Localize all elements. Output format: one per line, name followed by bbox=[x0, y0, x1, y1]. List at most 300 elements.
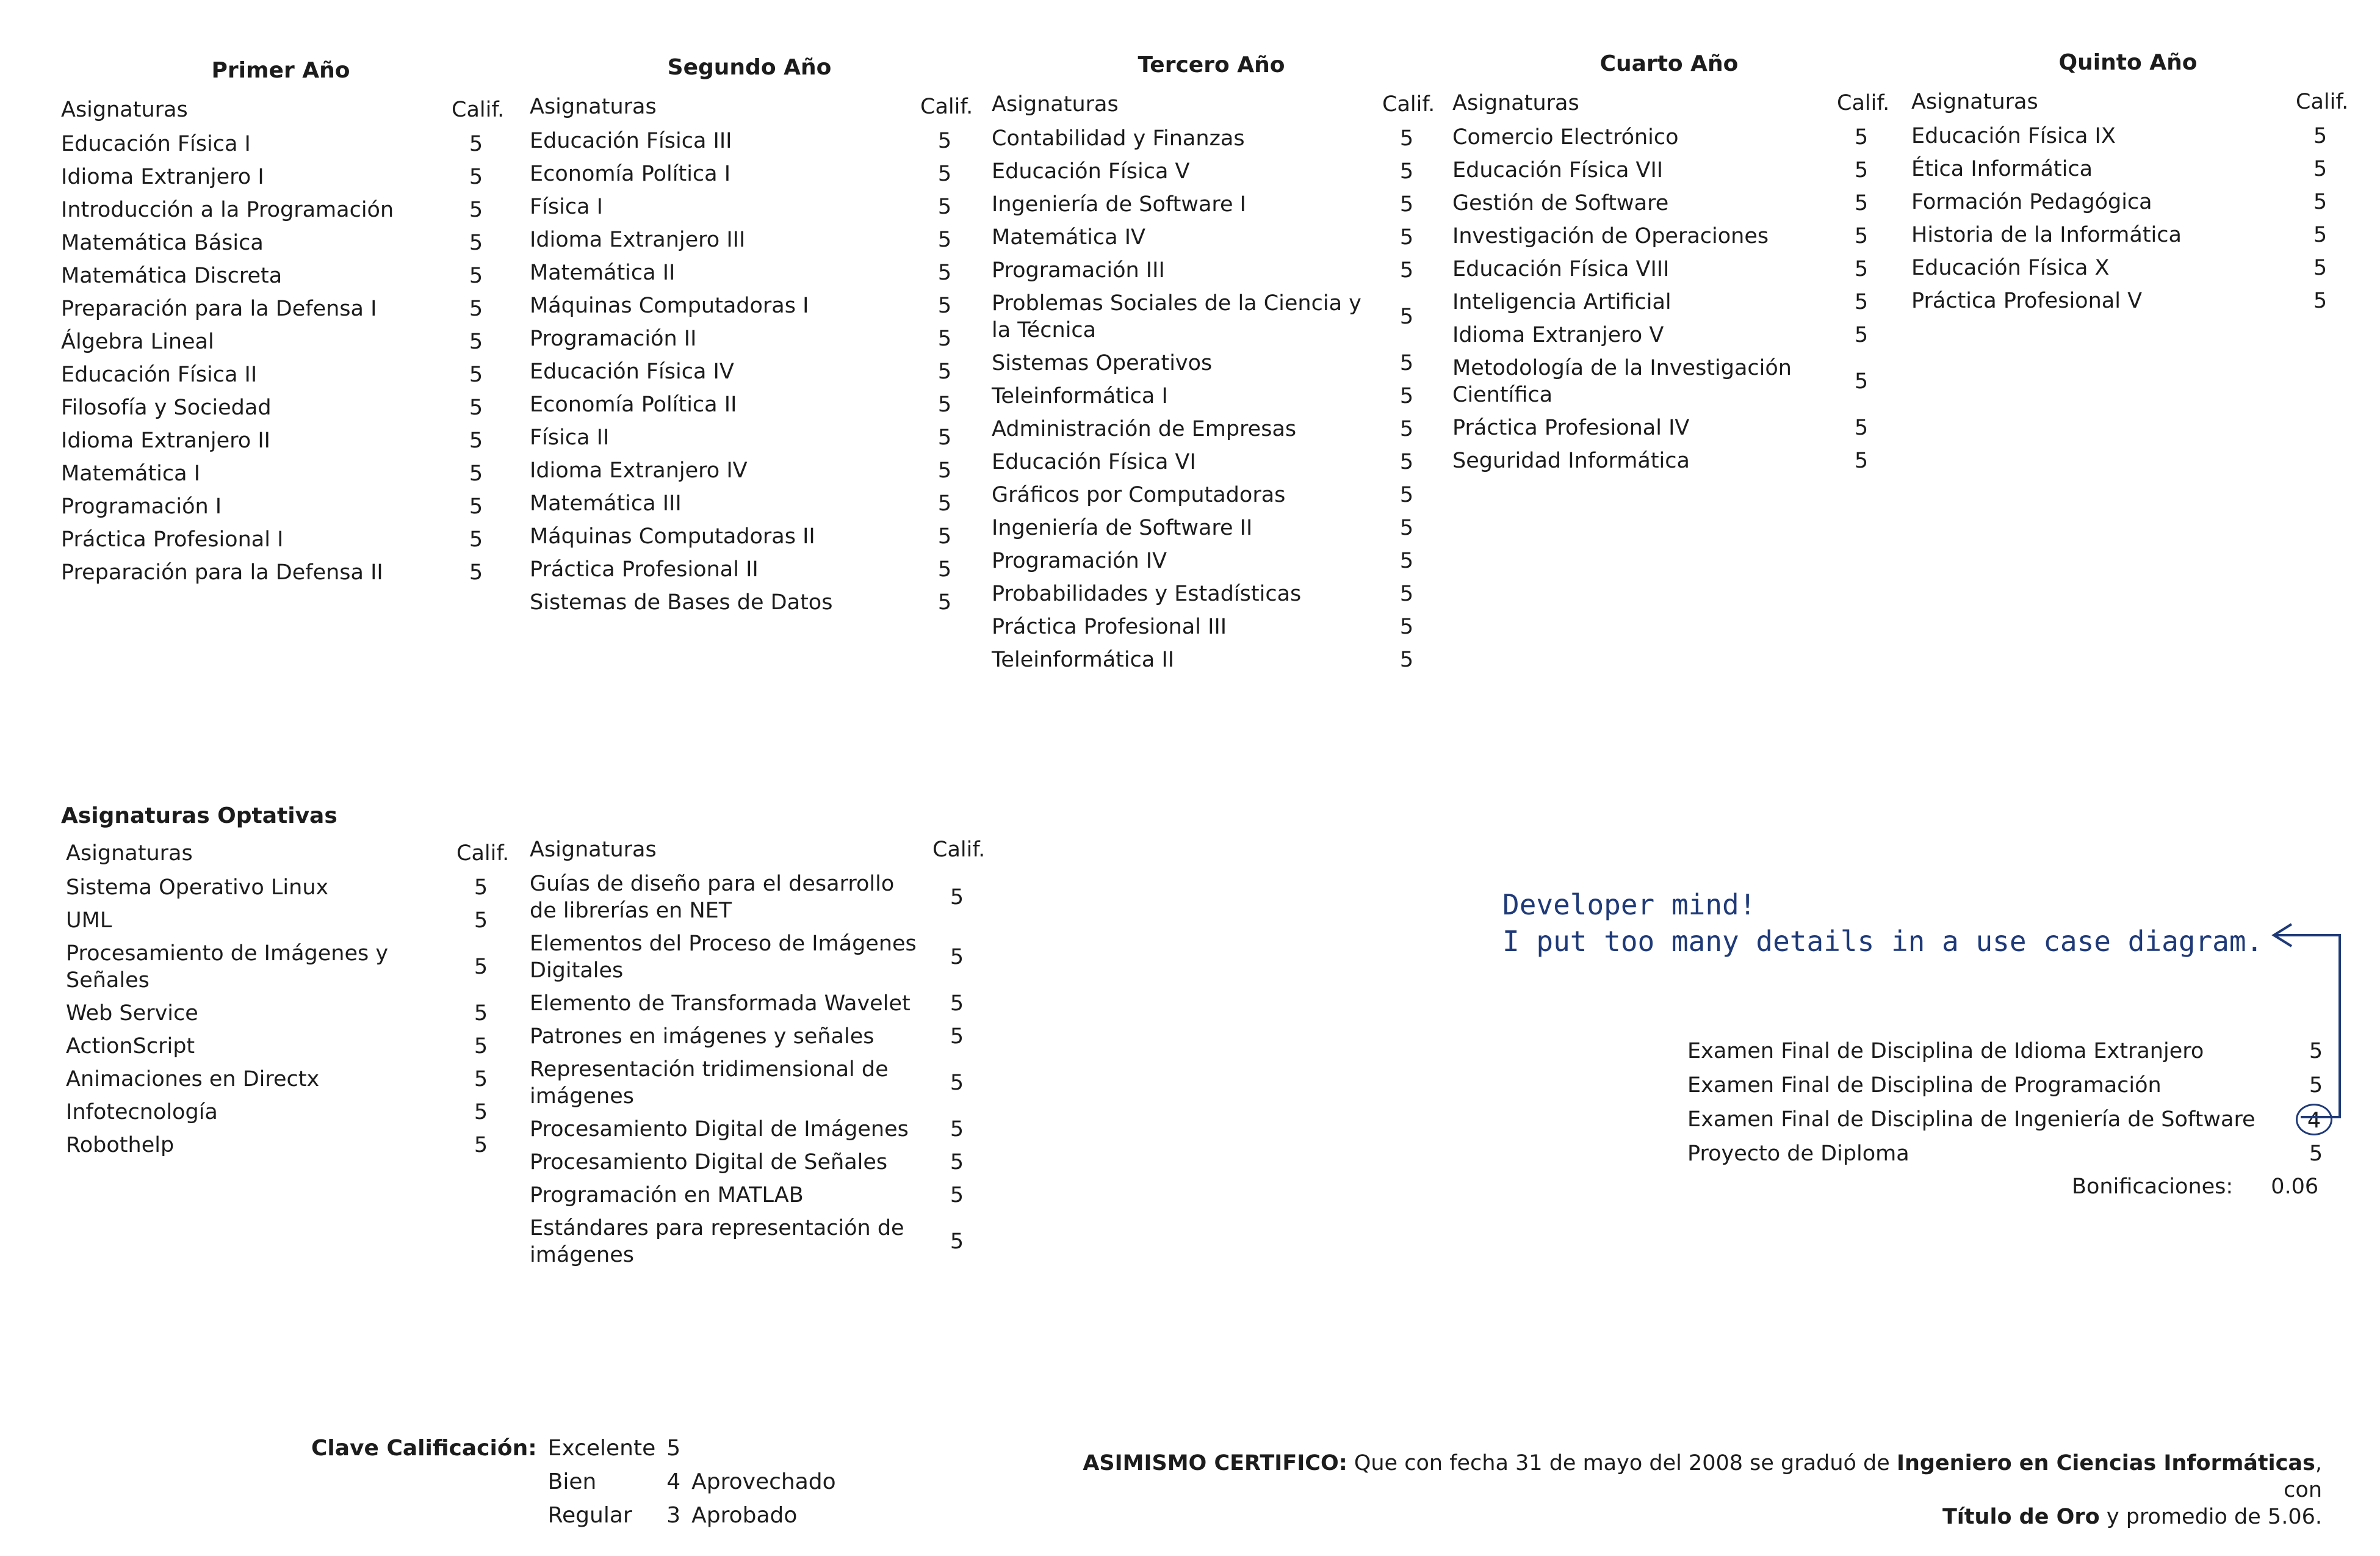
subject-name: Educación Física III bbox=[530, 129, 732, 153]
key-grade-value: 4 bbox=[666, 1469, 681, 1494]
subject-row bbox=[1911, 123, 2345, 150]
subject-grade: 5 bbox=[937, 261, 952, 285]
subject-row bbox=[61, 526, 500, 553]
subject-name: Problemas Sociales de la Ciencia y la Técnica bbox=[992, 291, 1361, 342]
subject-name: Sistemas de Bases de Datos bbox=[530, 590, 833, 615]
key-grade-value: 5 bbox=[666, 1436, 681, 1461]
subject-name: Educación Física V bbox=[992, 159, 1190, 184]
key-grade-desc: Aprobado bbox=[691, 1503, 798, 1528]
subject-grade: 5 bbox=[1854, 158, 1869, 183]
subject-row bbox=[61, 361, 500, 388]
subject-row bbox=[66, 907, 505, 934]
year-column-1 bbox=[61, 58, 505, 592]
subject-name: Práctica Profesional IV bbox=[1452, 416, 1690, 440]
subject-grade: 5 bbox=[469, 396, 483, 420]
subject-name: Guías de diseño para el desarrollo de librerías en NET bbox=[530, 872, 895, 923]
subject-name: Investigación de Operaciones bbox=[1452, 224, 1769, 248]
subject-row bbox=[1452, 355, 1886, 408]
subject-name: Sistema Operativo Linux bbox=[66, 875, 329, 900]
subject-name: Economía Política II bbox=[530, 393, 737, 417]
column-header-grade: Calif. bbox=[932, 838, 986, 862]
cert-text-2: , con bbox=[2284, 1451, 2322, 1502]
subject-grade: 5 bbox=[469, 363, 483, 387]
subject-name: ActionScript bbox=[66, 1034, 195, 1058]
subject-name: Representación tridimensional de imágenes bbox=[530, 1057, 889, 1109]
subject-name: Inteligencia Artificial bbox=[1452, 290, 1671, 314]
subject-name: Idioma Extranjero III bbox=[530, 228, 746, 252]
subject-grade: 5 bbox=[474, 1067, 488, 1091]
subject-name: Elemento de Transformada Wavelet bbox=[530, 991, 911, 1016]
subject-name: Educación Física II bbox=[61, 363, 258, 387]
subject-name: Gráficos por Computadoras bbox=[992, 483, 1286, 507]
subject-grade: 5 bbox=[1399, 549, 1414, 573]
column-header-grade: Calif. bbox=[456, 841, 510, 866]
subject-row bbox=[992, 383, 1431, 410]
subject-grade: 5 bbox=[937, 294, 952, 318]
subject-row bbox=[66, 1000, 505, 1027]
subject-grade: 5 bbox=[2313, 223, 2328, 247]
subject-name: Educación Física I bbox=[61, 132, 251, 156]
table-header bbox=[1911, 89, 2349, 115]
subject-grade: 5 bbox=[1854, 369, 1869, 394]
exam-grade-circled: 4 bbox=[2296, 1104, 2332, 1135]
subject-row bbox=[992, 290, 1431, 344]
subject-row bbox=[61, 394, 500, 421]
subject-grade: 5 bbox=[1399, 615, 1414, 639]
subject-name: Patrones en imágenes y señales bbox=[530, 1024, 874, 1049]
subject-grade: 5 bbox=[2313, 256, 2328, 280]
subject-name: Idioma Extranjero II bbox=[61, 429, 270, 453]
subject-grade: 5 bbox=[937, 524, 952, 549]
subject-name: Educación Física IX bbox=[1911, 124, 2116, 148]
exam-row bbox=[1687, 1142, 2323, 1166]
subject-grade: 5 bbox=[1399, 126, 1414, 151]
subject-grade: 5 bbox=[950, 1117, 964, 1142]
table-header bbox=[61, 96, 505, 123]
subject-name: Matemática Discreta bbox=[61, 264, 283, 288]
subject-name: Gestión de Software bbox=[1452, 191, 1669, 215]
subject-row bbox=[61, 131, 500, 157]
subject-grade: 5 bbox=[474, 1100, 488, 1124]
subject-grade: 5 bbox=[950, 1183, 964, 1207]
subject-grade: 5 bbox=[937, 590, 952, 615]
table-header bbox=[66, 840, 510, 867]
subject-grade: 5 bbox=[1854, 449, 1869, 473]
subject-row bbox=[530, 457, 969, 484]
subject-row bbox=[530, 1182, 981, 1209]
subject-row bbox=[530, 1215, 981, 1268]
subject-row bbox=[530, 161, 969, 187]
subject-grade: 5 bbox=[1399, 582, 1414, 606]
subject-row bbox=[992, 482, 1431, 508]
subject-name: Animaciones en Directx bbox=[66, 1067, 320, 1091]
column-header-subject: Asignaturas bbox=[992, 92, 1119, 117]
subject-name: Matemática IV bbox=[992, 225, 1145, 250]
key-grade-name: Excelente bbox=[547, 1436, 656, 1461]
subject-grade: 5 bbox=[474, 908, 488, 933]
subject-row bbox=[1911, 156, 2345, 183]
column-header-grade: Calif. bbox=[452, 98, 505, 122]
subject-name: Preparación para la Defensa I bbox=[61, 297, 377, 321]
subject-grade: 5 bbox=[1854, 323, 1869, 347]
subject-row bbox=[61, 295, 500, 322]
subject-row bbox=[61, 328, 500, 355]
subject-grade: 5 bbox=[937, 327, 952, 351]
table-header bbox=[530, 93, 973, 120]
subject-row bbox=[530, 930, 981, 984]
subject-name: Filosofía y Sociedad bbox=[61, 396, 272, 420]
subject-grade: 5 bbox=[950, 885, 964, 910]
column-header-subject: Asignaturas bbox=[1911, 90, 2038, 114]
subject-name: Programación III bbox=[992, 258, 1165, 283]
subject-grade: 5 bbox=[1399, 225, 1414, 250]
optativas-right-table bbox=[530, 836, 986, 1275]
subject-row bbox=[1452, 256, 1886, 283]
subject-grade: 5 bbox=[474, 1133, 488, 1157]
subject-row bbox=[530, 870, 981, 924]
subject-row bbox=[992, 646, 1431, 673]
year-column-4 bbox=[1452, 51, 1890, 480]
subject-name: Idioma Extranjero I bbox=[61, 165, 264, 189]
column-header-grade: Calif. bbox=[2296, 90, 2349, 114]
subject-row bbox=[530, 1023, 981, 1050]
year-column-3 bbox=[992, 52, 1435, 679]
subject-grade: 5 bbox=[937, 195, 952, 219]
subject-name: Física II bbox=[530, 425, 610, 450]
subject-grade: 5 bbox=[950, 991, 964, 1016]
subject-name: Procesamiento de Imágenes y Señales bbox=[66, 941, 389, 993]
subject-row bbox=[1452, 414, 1886, 441]
subject-grade: 5 bbox=[937, 491, 952, 516]
subject-row bbox=[66, 1132, 505, 1159]
subject-name: Administración de Empresas bbox=[992, 417, 1297, 441]
subject-grade: 5 bbox=[937, 425, 952, 450]
subject-name: Preparación para la Defensa II bbox=[61, 560, 383, 585]
subject-row bbox=[530, 1116, 981, 1143]
bonificaciones bbox=[2072, 1174, 2318, 1199]
subject-name: Teleinformática I bbox=[992, 384, 1168, 408]
column-header-subject: Asignaturas bbox=[530, 95, 657, 119]
subject-grade: 5 bbox=[2313, 289, 2328, 313]
exam-row bbox=[1687, 1073, 2323, 1098]
grading-key-label: Clave Calificación: bbox=[311, 1436, 537, 1461]
subject-grade: 5 bbox=[1399, 351, 1414, 375]
subject-grade: 5 bbox=[2313, 157, 2328, 181]
subject-grade: 5 bbox=[474, 1001, 488, 1026]
subject-row bbox=[530, 1056, 981, 1110]
subject-name: Educación Física VII bbox=[1452, 158, 1664, 183]
subject-grade: 5 bbox=[1399, 516, 1414, 540]
exam-name: Examen Final de Disciplina de Ingeniería de Software bbox=[1687, 1107, 2256, 1132]
subject-name: Práctica Profesional I bbox=[61, 527, 284, 552]
subject-name: Programación I bbox=[61, 494, 222, 519]
subject-name: Educación Física IV bbox=[530, 360, 734, 384]
subject-name: Máquinas Computadoras II bbox=[530, 524, 815, 549]
column-header-subject: Asignaturas bbox=[66, 841, 193, 866]
subject-row bbox=[530, 391, 969, 418]
subject-grade: 5 bbox=[937, 458, 952, 483]
subject-row bbox=[66, 940, 505, 994]
subject-grade: 5 bbox=[2313, 124, 2328, 148]
subject-grade: 5 bbox=[950, 1024, 964, 1049]
subject-row bbox=[992, 548, 1431, 574]
subject-grade: 5 bbox=[1399, 648, 1414, 672]
subject-row bbox=[530, 194, 969, 220]
developer-note bbox=[1502, 886, 2263, 960]
column-header-subject: Asignaturas bbox=[61, 98, 188, 122]
subject-name: Web Service bbox=[66, 1001, 198, 1026]
subject-grade: 5 bbox=[469, 198, 483, 222]
subject-row bbox=[66, 1033, 505, 1060]
subject-grade: 5 bbox=[937, 393, 952, 417]
cert-degree: Ingeniero en Ciencias Informáticas bbox=[1896, 1451, 2315, 1475]
subject-row bbox=[992, 416, 1431, 443]
subject-grade: 5 bbox=[1854, 224, 1869, 248]
subject-grade: 5 bbox=[474, 875, 488, 900]
subject-grade: 5 bbox=[469, 429, 483, 453]
subject-row bbox=[530, 490, 969, 517]
subject-name: Ética Informática bbox=[1911, 157, 2093, 181]
optativas-title: Asignaturas Optativas bbox=[61, 803, 337, 828]
subject-row bbox=[992, 449, 1431, 476]
subject-grade: 5 bbox=[950, 1150, 964, 1174]
subject-name: Idioma Extranjero V bbox=[1452, 323, 1664, 347]
subject-row bbox=[61, 460, 500, 487]
subject-name: Elementos del Proceso de Imágenes Digitales bbox=[530, 932, 917, 983]
subject-row bbox=[530, 292, 969, 319]
subject-name: Introducción a la Programación bbox=[61, 198, 394, 222]
exam-grade: 5 bbox=[2309, 1039, 2323, 1063]
subject-row bbox=[992, 191, 1431, 218]
cert-lead: ASIMISMO CERTIFICO: bbox=[1083, 1451, 1347, 1475]
subject-grade: 5 bbox=[469, 264, 483, 288]
subject-row bbox=[530, 424, 969, 451]
subject-grade: 5 bbox=[1399, 258, 1414, 283]
year-column-2 bbox=[530, 55, 973, 622]
subject-name: Historia de la Informática bbox=[1911, 223, 2182, 247]
subject-name: UML bbox=[66, 908, 112, 933]
subject-grade: 5 bbox=[1854, 290, 1869, 314]
column-header-grade: Calif. bbox=[1837, 91, 1890, 115]
subject-row bbox=[530, 226, 969, 253]
subject-grade: 5 bbox=[1854, 257, 1869, 281]
key-grade-name: Bien bbox=[547, 1469, 597, 1494]
subject-grade: 5 bbox=[937, 557, 952, 582]
subject-name: Comercio Electrónico bbox=[1452, 125, 1679, 150]
subject-name: Teleinformática II bbox=[992, 648, 1175, 672]
subject-name: Formación Pedagógica bbox=[1911, 190, 2152, 214]
bonificaciones-label: Bonificaciones: bbox=[2072, 1174, 2234, 1199]
subject-grade: 5 bbox=[469, 527, 483, 552]
subject-grade: 5 bbox=[1399, 483, 1414, 507]
subject-grade: 5 bbox=[950, 1071, 964, 1095]
subject-row bbox=[530, 556, 969, 583]
column-header-subject: Asignaturas bbox=[530, 838, 657, 862]
subject-row bbox=[992, 224, 1431, 251]
exam-grade: 5 bbox=[2309, 1073, 2323, 1098]
subject-name: Educación Física VI bbox=[992, 450, 1196, 474]
year-title: Segundo Año bbox=[667, 55, 832, 80]
subject-row bbox=[530, 523, 969, 550]
exam-grade: 5 bbox=[2309, 1142, 2323, 1166]
subject-name: Ingeniería de Software II bbox=[992, 516, 1253, 540]
subject-grade: 5 bbox=[469, 165, 483, 189]
subject-row bbox=[530, 259, 969, 286]
subject-name: Programación IV bbox=[992, 549, 1167, 573]
subject-grade: 5 bbox=[469, 494, 483, 519]
subject-grade: 5 bbox=[937, 129, 952, 153]
key-grade-desc bbox=[691, 1436, 847, 1469]
subject-row bbox=[1452, 322, 1886, 349]
subject-grade: 5 bbox=[1399, 384, 1414, 408]
subject-grade: 5 bbox=[1399, 417, 1414, 441]
subject-grade: 5 bbox=[1854, 125, 1869, 150]
subject-name: Probabilidades y Estadísticas bbox=[992, 582, 1302, 606]
subject-name: Metodología de la Investigación Científica bbox=[1452, 356, 1792, 407]
subject-row bbox=[66, 1066, 505, 1093]
subject-row bbox=[1452, 289, 1886, 316]
subject-name: Práctica Profesional II bbox=[530, 557, 759, 582]
subject-name: Economía Política I bbox=[530, 162, 731, 186]
subject-grade: 5 bbox=[1399, 305, 1414, 329]
subject-grade: 5 bbox=[937, 162, 952, 186]
subject-grade: 5 bbox=[2313, 190, 2328, 214]
subject-grade: 5 bbox=[937, 228, 952, 252]
subject-name: Educación Física VIII bbox=[1452, 257, 1670, 281]
subject-row bbox=[61, 427, 500, 454]
year-title: Quinto Año bbox=[2058, 50, 2198, 75]
subject-row bbox=[530, 325, 969, 352]
subject-grade: 5 bbox=[1399, 192, 1414, 217]
subject-grade: 5 bbox=[1399, 450, 1414, 474]
subject-row bbox=[992, 515, 1431, 541]
exam-row bbox=[1687, 1039, 2323, 1063]
certification-statement bbox=[1044, 1450, 2322, 1530]
cert-text-3: y promedio de 5.06. bbox=[2099, 1505, 2322, 1529]
year-column-5 bbox=[1911, 50, 2349, 320]
subject-grade: 5 bbox=[1399, 159, 1414, 184]
table-header bbox=[1452, 90, 1890, 117]
subject-grade: 5 bbox=[950, 945, 964, 969]
subject-grade: 5 bbox=[469, 297, 483, 321]
subject-row bbox=[66, 874, 505, 901]
subject-name: Contabilidad y Finanzas bbox=[992, 126, 1245, 151]
subject-name: Práctica Profesional III bbox=[992, 615, 1227, 639]
subject-name: Matemática Básica bbox=[61, 231, 264, 255]
exam-row bbox=[1687, 1107, 2321, 1133]
key-grade-desc: Aprovechado bbox=[691, 1469, 836, 1494]
key-grade-value: 3 bbox=[666, 1503, 681, 1528]
bonificaciones-value: 0.06 bbox=[2271, 1174, 2319, 1199]
year-title: Cuarto Año bbox=[1599, 51, 1739, 76]
subject-row bbox=[530, 589, 969, 616]
subject-row bbox=[61, 164, 500, 190]
subject-name: Programación en MATLAB bbox=[530, 1183, 804, 1207]
subject-row bbox=[1452, 223, 1886, 250]
subject-grade: 5 bbox=[469, 461, 483, 486]
column-header-grade: Calif. bbox=[1382, 92, 1435, 117]
subject-row bbox=[61, 262, 500, 289]
cert-text-1: Que con fecha 31 de mayo del 2008 se graduó de bbox=[1347, 1451, 1897, 1475]
subject-grade: 5 bbox=[474, 1034, 488, 1058]
subject-row bbox=[992, 581, 1431, 607]
subject-grade: 5 bbox=[1854, 191, 1869, 215]
subject-row bbox=[992, 613, 1431, 640]
subject-row bbox=[1911, 288, 2345, 314]
subject-row bbox=[530, 1149, 981, 1176]
subject-name: Sistemas Operativos bbox=[992, 351, 1213, 375]
subject-grade: 5 bbox=[474, 955, 488, 979]
subject-name: Máquinas Computadoras I bbox=[530, 294, 809, 318]
subject-grade: 5 bbox=[469, 231, 483, 255]
subject-row bbox=[530, 128, 969, 154]
subject-row bbox=[992, 257, 1431, 284]
subject-row bbox=[66, 1099, 505, 1126]
column-header-grade: Calif. bbox=[920, 95, 973, 119]
exam-name: Examen Final de Disciplina de Programación bbox=[1687, 1073, 2162, 1098]
subject-name: Procesamiento Digital de Señales bbox=[530, 1150, 888, 1174]
subject-name: Matemática I bbox=[61, 461, 201, 486]
subject-grade: 5 bbox=[469, 330, 483, 354]
subject-row bbox=[61, 493, 500, 520]
subject-name: Física I bbox=[530, 195, 603, 219]
year-title: Primer Año bbox=[211, 58, 350, 83]
year-title: Tercero Año bbox=[1138, 52, 1285, 78]
subject-grade: 5 bbox=[469, 132, 483, 156]
note-line-1: Developer mind! bbox=[1502, 888, 1756, 921]
subject-name: Infotecnología bbox=[66, 1100, 218, 1124]
note-line-2: I put too many details in a use case diagram. bbox=[1502, 925, 2263, 958]
subject-name: Procesamiento Digital de Imágenes bbox=[530, 1117, 909, 1142]
column-header-subject: Asignaturas bbox=[1452, 91, 1579, 115]
subject-grade: 5 bbox=[937, 360, 952, 384]
subject-name: Matemática III bbox=[530, 491, 682, 516]
subject-row bbox=[61, 559, 500, 586]
grading-key bbox=[311, 1436, 847, 1536]
cert-title: Título de Oro bbox=[1942, 1505, 2100, 1529]
subject-name: Idioma Extranjero IV bbox=[530, 458, 748, 483]
subject-name: Robothelp bbox=[66, 1133, 175, 1157]
subject-grade: 5 bbox=[950, 1229, 964, 1254]
optativas-left-table bbox=[66, 840, 510, 1165]
subject-name: Estándares para representación de imágenes bbox=[530, 1216, 904, 1267]
exam-name: Examen Final de Disciplina de Idioma Extranjero bbox=[1687, 1039, 2204, 1063]
subject-name: Seguridad Informática bbox=[1452, 449, 1690, 473]
subject-row bbox=[1911, 189, 2345, 215]
exam-name: Proyecto de Diploma bbox=[1687, 1142, 1909, 1166]
key-grade-name: Regular bbox=[547, 1503, 632, 1528]
subject-row bbox=[61, 197, 500, 223]
subject-row bbox=[61, 230, 500, 256]
subject-name: Álgebra Lineal bbox=[61, 330, 214, 354]
subject-name: Educación Física X bbox=[1911, 256, 2110, 280]
subject-name: Matemática II bbox=[530, 261, 676, 285]
subject-row bbox=[1911, 255, 2345, 281]
subject-row bbox=[530, 358, 969, 385]
subject-row bbox=[1911, 222, 2345, 248]
subject-row bbox=[992, 125, 1431, 152]
table-header bbox=[530, 836, 986, 863]
subject-name: Práctica Profesional V bbox=[1911, 289, 2143, 313]
subject-grade: 5 bbox=[1854, 416, 1869, 440]
subject-name: Programación II bbox=[530, 327, 697, 351]
subject-row bbox=[1452, 124, 1886, 151]
table-header bbox=[992, 91, 1435, 118]
subject-row bbox=[1452, 190, 1886, 217]
subject-name: Ingeniería de Software I bbox=[992, 192, 1246, 217]
subject-row bbox=[992, 350, 1431, 377]
subject-row bbox=[1452, 157, 1886, 184]
